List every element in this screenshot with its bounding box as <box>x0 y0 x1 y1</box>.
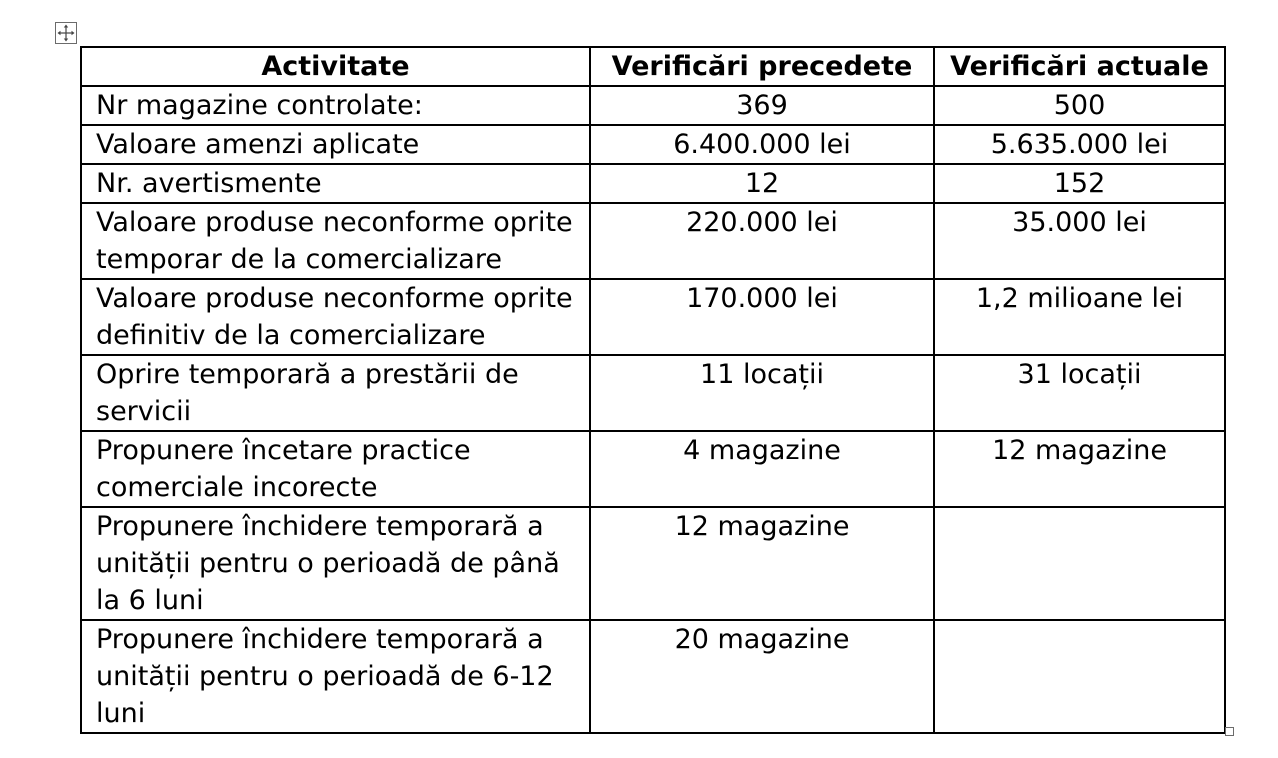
current-value-cell: 35.000 lei <box>934 203 1225 279</box>
previous-value-cell: 4 magazine <box>590 431 934 507</box>
activity-cell: Propunere închidere temporară a unității pentru o perioadă de 6-12 luni <box>81 620 590 733</box>
activity-cell: Propunere încetare practice comerciale incorecte <box>81 431 590 507</box>
current-value-cell: 500 <box>934 86 1225 125</box>
table-row <box>81 507 1225 620</box>
previous-value-cell: 369 <box>590 86 934 125</box>
table-row <box>81 86 1225 125</box>
table-row <box>81 203 1225 279</box>
table-row <box>81 355 1225 431</box>
move-arrows-icon <box>56 23 76 43</box>
table-row <box>81 125 1225 164</box>
activity-cell: Nr. avertismente <box>81 164 590 203</box>
current-value-cell <box>934 620 1225 733</box>
table-row <box>81 279 1225 355</box>
table-row <box>81 164 1225 203</box>
current-value-cell: 1,2 milioane lei <box>934 279 1225 355</box>
table-resize-handle[interactable] <box>1225 727 1234 736</box>
activity-cell: Valoare produse neconforme oprite definitiv de la comercializare <box>81 279 590 355</box>
current-value-cell: 152 <box>934 164 1225 203</box>
activity-cell: Propunere închidere temporară a unității pentru o perioadă de până la 6 luni <box>81 507 590 620</box>
previous-value-cell: 6.400.000 lei <box>590 125 934 164</box>
header-activitate: Activitate <box>81 47 590 86</box>
header-verificari-actuale: Verificări actuale <box>934 47 1225 86</box>
activity-cell: Oprire temporară a prestării de servicii <box>81 355 590 431</box>
previous-value-cell: 12 magazine <box>590 507 934 620</box>
table-move-handle[interactable] <box>55 22 77 44</box>
current-value-cell: 31 locații <box>934 355 1225 431</box>
activity-cell: Valoare amenzi aplicate <box>81 125 590 164</box>
table-header-row <box>81 47 1225 86</box>
header-verificari-precedete: Verificări precedete <box>590 47 934 86</box>
table-row <box>81 620 1225 733</box>
previous-value-cell: 12 <box>590 164 934 203</box>
table-row <box>81 431 1225 507</box>
current-value-cell: 12 magazine <box>934 431 1225 507</box>
previous-value-cell: 20 magazine <box>590 620 934 733</box>
activity-cell: Nr magazine controlate: <box>81 86 590 125</box>
verification-table <box>80 46 1226 734</box>
current-value-cell <box>934 507 1225 620</box>
previous-value-cell: 11 locații <box>590 355 934 431</box>
previous-value-cell: 220.000 lei <box>590 203 934 279</box>
activity-cell: Valoare produse neconforme oprite temporar de la comercializare <box>81 203 590 279</box>
current-value-cell: 5.635.000 lei <box>934 125 1225 164</box>
previous-value-cell: 170.000 lei <box>590 279 934 355</box>
